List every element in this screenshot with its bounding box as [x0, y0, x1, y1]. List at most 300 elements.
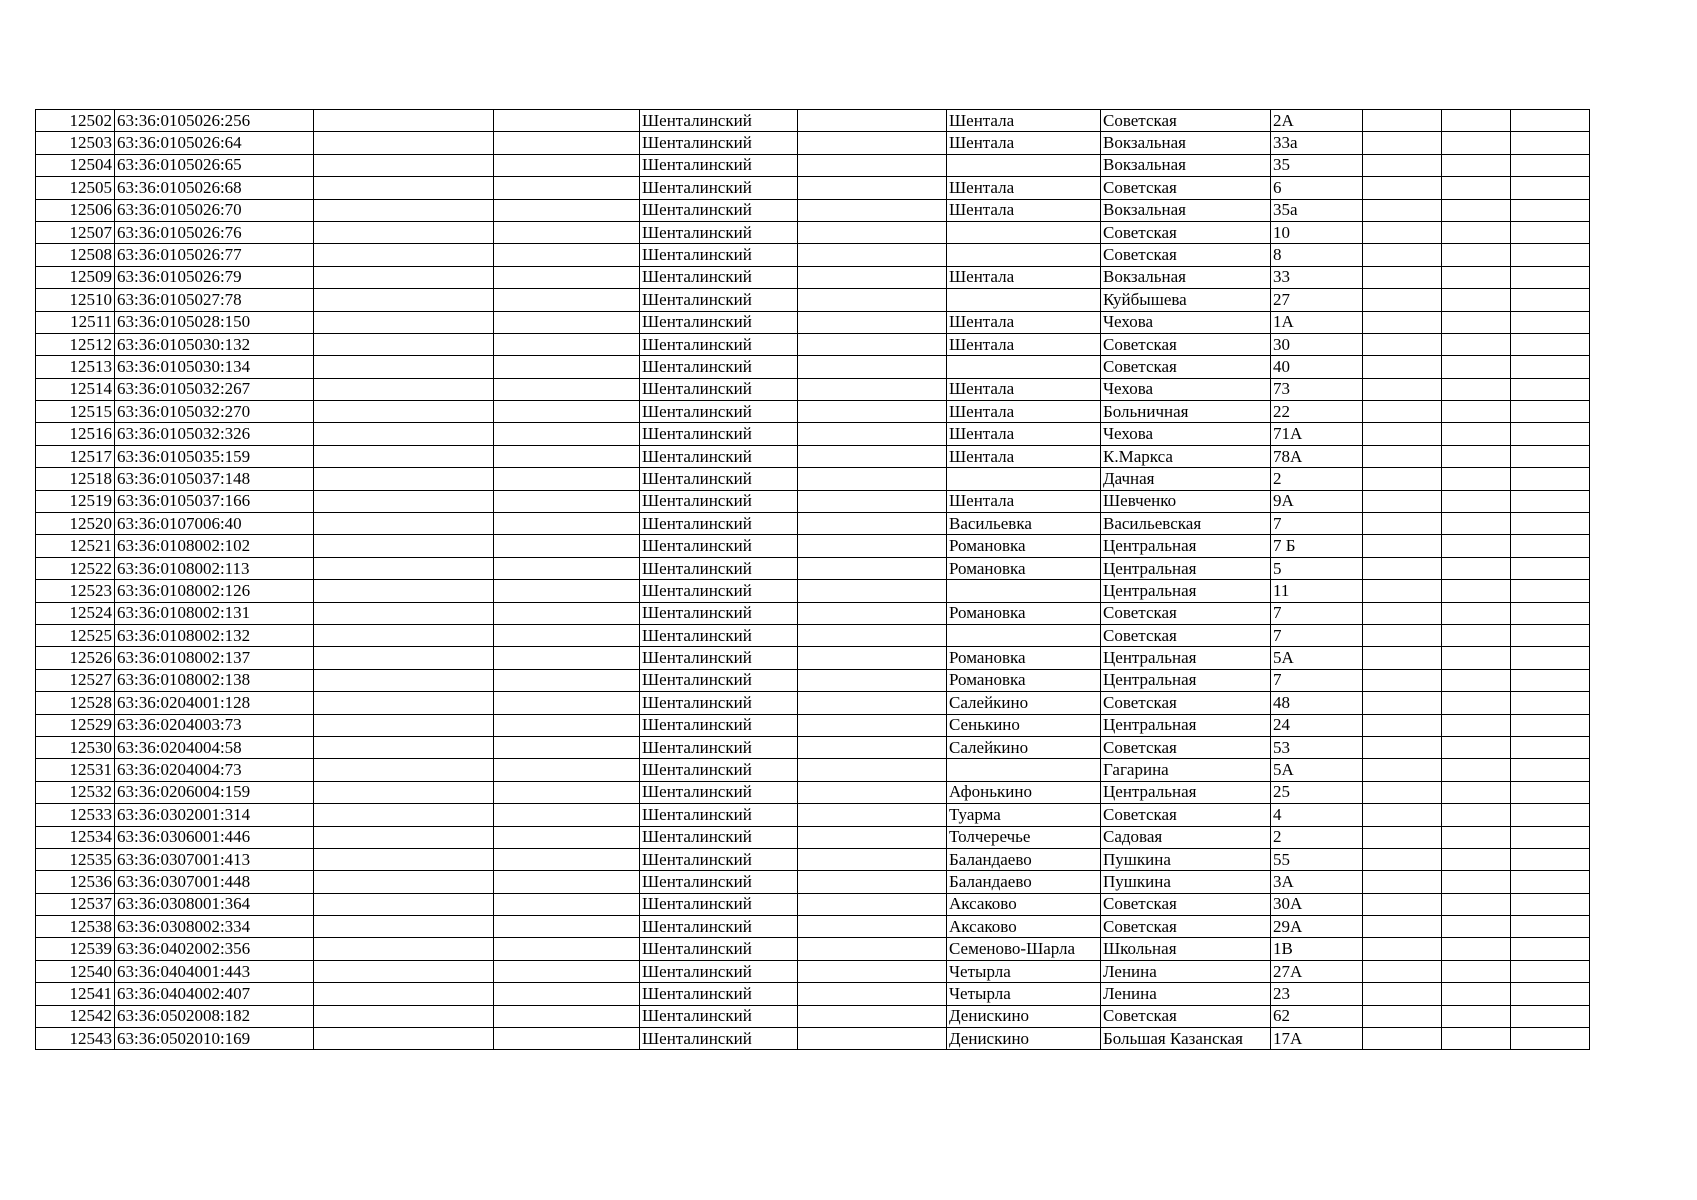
empty-cell: [1442, 401, 1511, 423]
row-number: 12522: [36, 557, 115, 579]
table-row: [36, 468, 1590, 490]
street-cell: Садовая: [1101, 826, 1271, 848]
district-cell: Шенталинский: [640, 401, 798, 423]
row-number: 12517: [36, 445, 115, 467]
settlement-cell: Баландаево: [947, 871, 1101, 893]
settlement-cell: [947, 244, 1101, 266]
table-row: [36, 916, 1590, 938]
empty-cell: [798, 736, 947, 758]
district-cell: Шенталинский: [640, 1028, 798, 1050]
table-row: [36, 535, 1590, 557]
empty-cell: [314, 826, 494, 848]
district-cell: Шенталинский: [640, 199, 798, 221]
cadastral-number: 63:36:0105037:148: [115, 468, 314, 490]
empty-cell: [1442, 602, 1511, 624]
street-cell: Пушкина: [1101, 848, 1271, 870]
table-row: [36, 423, 1590, 445]
empty-cell: [1442, 333, 1511, 355]
district-cell: Шенталинский: [640, 154, 798, 176]
empty-cell: [494, 132, 640, 154]
empty-cell: [1511, 289, 1590, 311]
empty-cell: [798, 781, 947, 803]
empty-cell: [494, 289, 640, 311]
empty-cell: [1511, 960, 1590, 982]
district-cell: Шенталинский: [640, 938, 798, 960]
settlement-cell: [947, 759, 1101, 781]
house-cell: 71А: [1271, 423, 1363, 445]
empty-cell: [1511, 916, 1590, 938]
settlement-cell: Толчеречье: [947, 826, 1101, 848]
settlement-cell: Шентала: [947, 177, 1101, 199]
cadastral-number: 63:36:0302001:314: [115, 804, 314, 826]
settlement-cell: Шентала: [947, 110, 1101, 132]
street-cell: Советская: [1101, 602, 1271, 624]
settlement-cell: [947, 580, 1101, 602]
table-row: [36, 602, 1590, 624]
table-row: [36, 804, 1590, 826]
table-row: [36, 1028, 1590, 1050]
empty-cell: [1363, 736, 1442, 758]
table-row: [36, 580, 1590, 602]
empty-cell: [314, 199, 494, 221]
house-cell: 30А: [1271, 893, 1363, 915]
empty-cell: [1511, 759, 1590, 781]
settlement-cell: Шентала: [947, 401, 1101, 423]
table-row: [36, 983, 1590, 1005]
cadastral-number: 63:36:0107006:40: [115, 513, 314, 535]
street-cell: Школьная: [1101, 938, 1271, 960]
house-cell: 35а: [1271, 199, 1363, 221]
empty-cell: [314, 714, 494, 736]
empty-cell: [798, 580, 947, 602]
empty-cell: [1363, 244, 1442, 266]
district-cell: Шенталинский: [640, 692, 798, 714]
table-row: [36, 445, 1590, 467]
table-row: [36, 669, 1590, 691]
empty-cell: [1511, 692, 1590, 714]
row-number: 12503: [36, 132, 115, 154]
district-cell: Шенталинский: [640, 624, 798, 646]
empty-cell: [798, 468, 947, 490]
empty-cell: [1363, 1028, 1442, 1050]
house-cell: 5А: [1271, 759, 1363, 781]
district-cell: Шенталинский: [640, 759, 798, 781]
empty-cell: [1511, 647, 1590, 669]
district-cell: Шенталинский: [640, 893, 798, 915]
house-cell: 40: [1271, 356, 1363, 378]
row-number: 12516: [36, 423, 115, 445]
cadastral-number: 63:36:0206004:159: [115, 781, 314, 803]
cadastral-number: 63:36:0502008:182: [115, 1005, 314, 1027]
row-number: 12542: [36, 1005, 115, 1027]
district-cell: Шенталинский: [640, 557, 798, 579]
empty-cell: [1511, 893, 1590, 915]
settlement-cell: Четырла: [947, 960, 1101, 982]
empty-cell: [494, 938, 640, 960]
empty-cell: [1442, 199, 1511, 221]
house-cell: 7: [1271, 624, 1363, 646]
row-number: 12515: [36, 401, 115, 423]
district-cell: Шенталинский: [640, 669, 798, 691]
street-cell: Советская: [1101, 110, 1271, 132]
empty-cell: [314, 423, 494, 445]
empty-cell: [1511, 468, 1590, 490]
empty-cell: [1511, 804, 1590, 826]
settlement-cell: [947, 356, 1101, 378]
cadastral-number: 63:36:0105030:134: [115, 356, 314, 378]
empty-cell: [1363, 423, 1442, 445]
empty-cell: [1442, 490, 1511, 512]
district-cell: Шенталинский: [640, 177, 798, 199]
district-cell: Шенталинский: [640, 781, 798, 803]
row-number: 12536: [36, 871, 115, 893]
empty-cell: [314, 1005, 494, 1027]
street-cell: Васильевская: [1101, 513, 1271, 535]
empty-cell: [1363, 692, 1442, 714]
empty-cell: [798, 624, 947, 646]
empty-cell: [1442, 1028, 1511, 1050]
empty-cell: [798, 110, 947, 132]
table-row: [36, 826, 1590, 848]
empty-cell: [1442, 647, 1511, 669]
settlement-cell: Шентала: [947, 132, 1101, 154]
table-row: [36, 110, 1590, 132]
row-number: 12540: [36, 960, 115, 982]
cadastral-number: 63:36:0105030:132: [115, 333, 314, 355]
empty-cell: [1363, 669, 1442, 691]
empty-cell: [1442, 759, 1511, 781]
row-number: 12506: [36, 199, 115, 221]
empty-cell: [1511, 983, 1590, 1005]
settlement-cell: Туарма: [947, 804, 1101, 826]
table-row: [36, 513, 1590, 535]
street-cell: Вокзальная: [1101, 199, 1271, 221]
empty-cell: [798, 602, 947, 624]
empty-cell: [1363, 132, 1442, 154]
street-cell: Советская: [1101, 692, 1271, 714]
house-cell: 53: [1271, 736, 1363, 758]
settlement-cell: Романовка: [947, 602, 1101, 624]
row-number: 12527: [36, 669, 115, 691]
empty-cell: [798, 960, 947, 982]
empty-cell: [314, 893, 494, 915]
empty-cell: [1442, 938, 1511, 960]
district-cell: Шенталинский: [640, 580, 798, 602]
settlement-cell: Шентала: [947, 311, 1101, 333]
cadastral-number: 63:36:0105026:70: [115, 199, 314, 221]
table-row: [36, 781, 1590, 803]
empty-cell: [1363, 289, 1442, 311]
empty-cell: [494, 669, 640, 691]
empty-cell: [494, 602, 640, 624]
empty-cell: [494, 177, 640, 199]
settlement-cell: Денискино: [947, 1028, 1101, 1050]
empty-cell: [1511, 445, 1590, 467]
settlement-cell: [947, 624, 1101, 646]
empty-cell: [1442, 266, 1511, 288]
empty-cell: [1511, 513, 1590, 535]
cadastral-number: 63:36:0402002:356: [115, 938, 314, 960]
empty-cell: [798, 490, 947, 512]
empty-cell: [314, 602, 494, 624]
row-number: 12504: [36, 154, 115, 176]
district-cell: Шенталинский: [640, 916, 798, 938]
empty-cell: [1511, 826, 1590, 848]
street-cell: Центральная: [1101, 669, 1271, 691]
empty-cell: [1511, 132, 1590, 154]
empty-cell: [798, 221, 947, 243]
empty-cell: [798, 378, 947, 400]
house-cell: 48: [1271, 692, 1363, 714]
empty-cell: [798, 1028, 947, 1050]
empty-cell: [494, 624, 640, 646]
district-cell: Шенталинский: [640, 289, 798, 311]
street-cell: Большая Казанская: [1101, 1028, 1271, 1050]
empty-cell: [494, 692, 640, 714]
settlement-cell: Семеново-Шарла: [947, 938, 1101, 960]
row-number: 12533: [36, 804, 115, 826]
house-cell: 5А: [1271, 647, 1363, 669]
empty-cell: [798, 199, 947, 221]
street-cell: Вокзальная: [1101, 266, 1271, 288]
row-number: 12511: [36, 311, 115, 333]
house-cell: 73: [1271, 378, 1363, 400]
empty-cell: [494, 221, 640, 243]
empty-cell: [314, 177, 494, 199]
settlement-cell: Шентала: [947, 333, 1101, 355]
empty-cell: [494, 916, 640, 938]
row-number: 12531: [36, 759, 115, 781]
street-cell: Ленина: [1101, 983, 1271, 1005]
district-cell: Шенталинский: [640, 848, 798, 870]
cadastral-number: 63:36:0204003:73: [115, 714, 314, 736]
district-cell: Шенталинский: [640, 513, 798, 535]
empty-cell: [314, 154, 494, 176]
table-row: [36, 199, 1590, 221]
empty-cell: [798, 445, 947, 467]
cadastral-number: 63:36:0108002:102: [115, 535, 314, 557]
empty-cell: [494, 199, 640, 221]
empty-cell: [798, 513, 947, 535]
table-row: [36, 714, 1590, 736]
house-cell: 25: [1271, 781, 1363, 803]
settlement-cell: Шентала: [947, 266, 1101, 288]
empty-cell: [314, 580, 494, 602]
cadastral-number: 63:36:0105026:64: [115, 132, 314, 154]
cadastral-number: 63:36:0105032:267: [115, 378, 314, 400]
district-cell: Шенталинский: [640, 871, 798, 893]
empty-cell: [798, 289, 947, 311]
cadastral-number: 63:36:0105032:270: [115, 401, 314, 423]
empty-cell: [314, 624, 494, 646]
street-cell: К.Маркса: [1101, 445, 1271, 467]
table-row: [36, 177, 1590, 199]
district-cell: Шенталинский: [640, 983, 798, 1005]
empty-cell: [1442, 110, 1511, 132]
house-cell: 55: [1271, 848, 1363, 870]
house-cell: 24: [1271, 714, 1363, 736]
empty-cell: [494, 804, 640, 826]
empty-cell: [798, 893, 947, 915]
empty-cell: [1363, 759, 1442, 781]
house-cell: 33: [1271, 266, 1363, 288]
row-number: 12518: [36, 468, 115, 490]
empty-cell: [1442, 669, 1511, 691]
empty-cell: [1511, 714, 1590, 736]
row-number: 12502: [36, 110, 115, 132]
empty-cell: [1511, 333, 1590, 355]
street-cell: Советская: [1101, 177, 1271, 199]
empty-cell: [798, 311, 947, 333]
cadastral-number: 63:36:0105037:166: [115, 490, 314, 512]
empty-cell: [798, 132, 947, 154]
empty-cell: [1363, 602, 1442, 624]
empty-cell: [1363, 804, 1442, 826]
empty-cell: [314, 983, 494, 1005]
empty-cell: [494, 490, 640, 512]
table-row: [36, 893, 1590, 915]
house-cell: 62: [1271, 1005, 1363, 1027]
empty-cell: [1511, 871, 1590, 893]
empty-cell: [1442, 423, 1511, 445]
empty-cell: [1442, 871, 1511, 893]
house-cell: 8: [1271, 244, 1363, 266]
empty-cell: [1442, 132, 1511, 154]
empty-cell: [1442, 580, 1511, 602]
street-cell: Советская: [1101, 333, 1271, 355]
empty-cell: [1363, 781, 1442, 803]
empty-cell: [494, 736, 640, 758]
empty-cell: [798, 535, 947, 557]
table-row: [36, 557, 1590, 579]
table-row: [36, 871, 1590, 893]
table-row: [36, 356, 1590, 378]
street-cell: Советская: [1101, 356, 1271, 378]
empty-cell: [1511, 490, 1590, 512]
empty-cell: [1363, 177, 1442, 199]
row-number: 12529: [36, 714, 115, 736]
street-cell: Вокзальная: [1101, 154, 1271, 176]
row-number: 12543: [36, 1028, 115, 1050]
house-cell: 6: [1271, 177, 1363, 199]
empty-cell: [1363, 535, 1442, 557]
street-cell: Советская: [1101, 221, 1271, 243]
table-row: [36, 1005, 1590, 1027]
district-cell: Шенталинский: [640, 132, 798, 154]
settlement-cell: Шентала: [947, 423, 1101, 445]
empty-cell: [1363, 490, 1442, 512]
district-cell: Шенталинский: [640, 333, 798, 355]
empty-cell: [1442, 714, 1511, 736]
empty-cell: [1442, 557, 1511, 579]
cadastral-number: 63:36:0204004:73: [115, 759, 314, 781]
settlement-cell: Аксаково: [947, 916, 1101, 938]
street-cell: Советская: [1101, 804, 1271, 826]
cadastral-number: 63:36:0105026:68: [115, 177, 314, 199]
empty-cell: [1363, 356, 1442, 378]
cadastral-number: 63:36:0306001:446: [115, 826, 314, 848]
empty-cell: [1363, 468, 1442, 490]
cadastral-number: 63:36:0105032:326: [115, 423, 314, 445]
empty-cell: [494, 781, 640, 803]
empty-cell: [314, 916, 494, 938]
cadastral-number: 63:36:0105035:159: [115, 445, 314, 467]
settlement-cell: Салейкино: [947, 692, 1101, 714]
empty-cell: [1363, 848, 1442, 870]
district-cell: Шенталинский: [640, 110, 798, 132]
empty-cell: [1442, 848, 1511, 870]
empty-cell: [798, 759, 947, 781]
empty-cell: [1442, 893, 1511, 915]
table-row: [36, 289, 1590, 311]
district-cell: Шенталинский: [640, 423, 798, 445]
empty-cell: [314, 938, 494, 960]
empty-cell: [1442, 736, 1511, 758]
street-cell: Гагарина: [1101, 759, 1271, 781]
row-number: 12534: [36, 826, 115, 848]
empty-cell: [1363, 826, 1442, 848]
empty-cell: [1511, 938, 1590, 960]
empty-cell: [494, 848, 640, 870]
settlement-cell: [947, 468, 1101, 490]
empty-cell: [1442, 983, 1511, 1005]
cadastral-number: 63:36:0308002:334: [115, 916, 314, 938]
empty-cell: [494, 871, 640, 893]
street-cell: Центральная: [1101, 781, 1271, 803]
empty-cell: [1511, 356, 1590, 378]
empty-cell: [314, 132, 494, 154]
empty-cell: [1442, 826, 1511, 848]
empty-cell: [1511, 602, 1590, 624]
district-cell: Шенталинский: [640, 535, 798, 557]
empty-cell: [1363, 871, 1442, 893]
empty-cell: [314, 669, 494, 691]
empty-cell: [314, 445, 494, 467]
settlement-cell: [947, 289, 1101, 311]
street-cell: Центральная: [1101, 535, 1271, 557]
empty-cell: [1363, 221, 1442, 243]
street-cell: Пушкина: [1101, 871, 1271, 893]
district-cell: Шенталинский: [640, 736, 798, 758]
empty-cell: [314, 266, 494, 288]
empty-cell: [1363, 513, 1442, 535]
district-cell: Шенталинский: [640, 1005, 798, 1027]
row-number: 12519: [36, 490, 115, 512]
empty-cell: [314, 468, 494, 490]
house-cell: 23: [1271, 983, 1363, 1005]
settlement-cell: Четырла: [947, 983, 1101, 1005]
settlement-cell: Романовка: [947, 557, 1101, 579]
house-cell: 30: [1271, 333, 1363, 355]
empty-cell: [1363, 580, 1442, 602]
street-cell: Советская: [1101, 893, 1271, 915]
settlement-cell: [947, 221, 1101, 243]
empty-cell: [798, 983, 947, 1005]
empty-cell: [1363, 199, 1442, 221]
empty-cell: [1363, 154, 1442, 176]
empty-cell: [1442, 781, 1511, 803]
empty-cell: [494, 154, 640, 176]
empty-cell: [1511, 1028, 1590, 1050]
empty-cell: [798, 669, 947, 691]
house-cell: 9А: [1271, 490, 1363, 512]
settlement-cell: Васильевка: [947, 513, 1101, 535]
empty-cell: [798, 714, 947, 736]
street-cell: Советская: [1101, 1005, 1271, 1027]
empty-cell: [1442, 221, 1511, 243]
empty-cell: [1363, 311, 1442, 333]
settlement-cell: Шентала: [947, 378, 1101, 400]
